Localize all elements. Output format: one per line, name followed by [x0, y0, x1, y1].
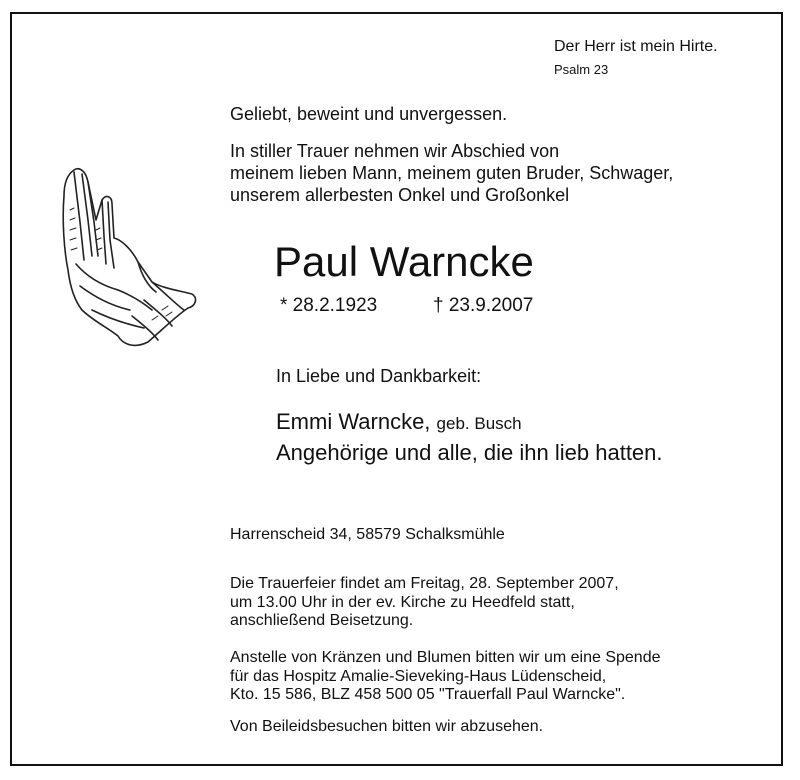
mourning-line: meinem lieben Mann, meinem guten Bruder, Schwager, — [230, 163, 674, 183]
ceremony-line: Die Trauerfeier findet am Freitag, 28. September 2007, — [230, 575, 619, 592]
motto: Der Herr ist mein Hirte. — [554, 38, 718, 55]
spouse-name: Emmi Warncke, — [276, 409, 431, 434]
mourning-line: unserem allerbesten Onkel und Großonkel — [230, 185, 570, 205]
intro-line: Geliebt, beweint und unvergessen. — [230, 104, 508, 124]
deceased-name: Paul Warncke — [274, 238, 534, 285]
donation-text — [230, 649, 660, 705]
donation-line: Kto. 15 586, BLZ 458 500 05 "Trauerfall Paul Warncke". — [230, 686, 626, 703]
closing-line: Von Beileidsbesuchen bitten wir abzusehen. — [230, 718, 544, 735]
ceremony-line: um 13.00 Uhr in der ev. Kirche zu Heedfeld statt, — [230, 593, 575, 611]
birth-date: * 28.2.1923 — [280, 295, 378, 316]
donation-line: Anstelle von Kränzen und Blumen bitten wir um eine Spende — [230, 649, 661, 666]
maiden-name: geb. Busch — [436, 414, 522, 433]
ceremony-text — [230, 575, 619, 631]
psalm-reference: Psalm 23 — [554, 62, 609, 77]
mourning-text — [230, 140, 673, 206]
ceremony-line: anschließend Beisetzung. — [230, 612, 414, 629]
donation-line: für das Hospitz Amalie-Sieveking-Haus Lüdenscheid, — [230, 667, 607, 685]
praying-hands-icon — [52, 160, 202, 350]
family-others: Angehörige und alle, die ihn lieb hatten. — [276, 440, 663, 465]
family-primary — [276, 409, 522, 435]
mourning-line: In stiller Trauer nehmen wir Abschied von — [230, 141, 560, 161]
address: Harrenscheid 34, 58579 Schalksmühle — [230, 526, 505, 543]
death-date: † 23.9.2007 — [433, 295, 534, 316]
love-line: In Liebe und Dankbarkeit: — [276, 366, 482, 386]
